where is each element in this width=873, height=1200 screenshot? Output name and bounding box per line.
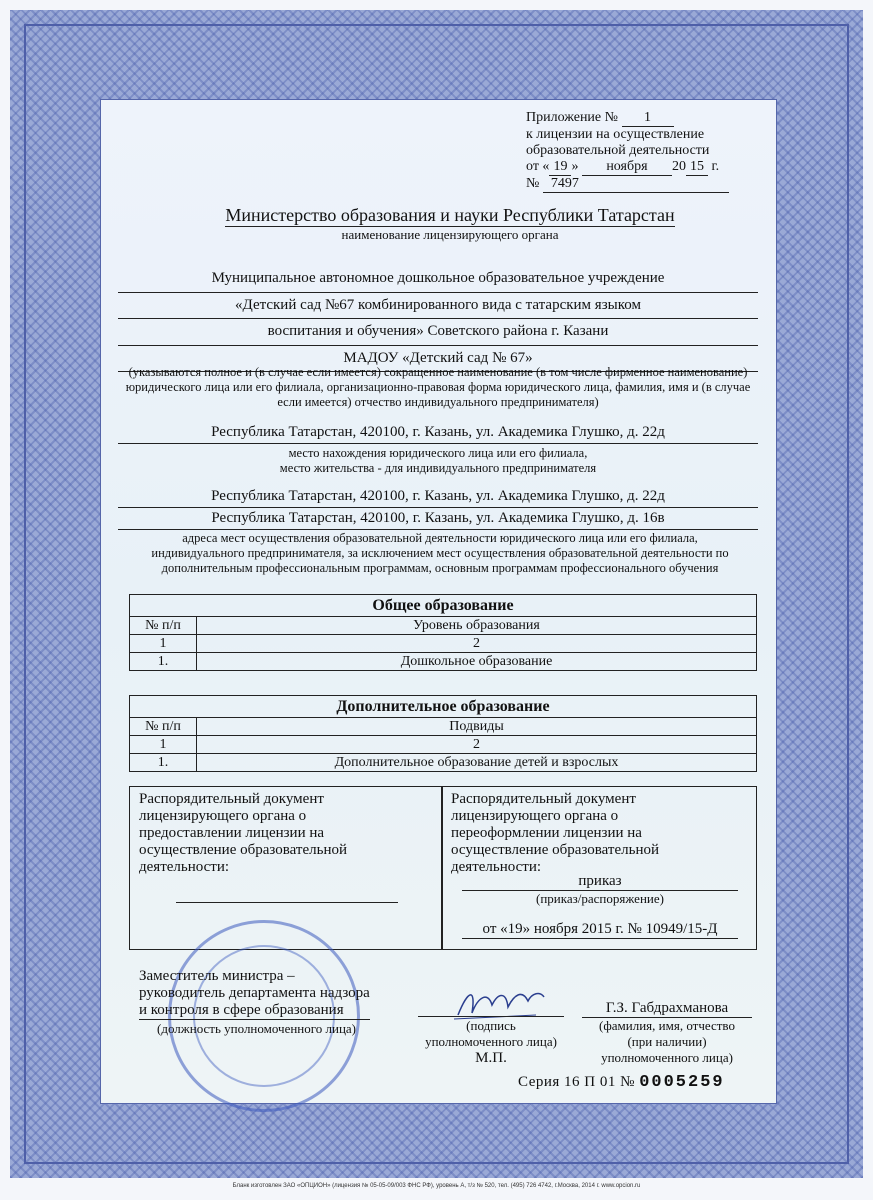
location-caption1: место нахождения юридического лица или его филиала, (288, 446, 588, 460)
col-number-header: № п/п (130, 617, 197, 635)
order-type: приказ (462, 873, 738, 891)
position-line: Заместитель министра – (139, 968, 295, 984)
serial-no-label: № (620, 1074, 635, 1090)
signatory-name-block (582, 1000, 752, 1066)
left-document-text: Распорядительный документ лицензирующего органа о предоставлении лицензии на осуществление образовательной деятельности: (139, 791, 347, 875)
signature-caption1: (подпись (466, 1018, 516, 1033)
name-caption3: уполномоченного лица) (601, 1050, 733, 1065)
position-line: и контроля в сфере образования (139, 1002, 370, 1020)
seal-place: М.П. (475, 1050, 507, 1066)
year-prefix: 20 (671, 159, 686, 174)
authority-block (150, 205, 750, 243)
signature-caption (418, 1018, 564, 1066)
printer-footer: Бланк изготовлен ЗАО «ОПЦИОН» (лицензия № 05-05-09/003 ФНС РФ), уровень А, т/з № 520, тел. (495) 726 4742, г.Москва, 2014 г. www.opcion.ru (232, 1183, 641, 1189)
date-sep: » (571, 159, 579, 174)
year-suffix: 15 (686, 159, 708, 176)
activity-places-caption: адреса мест осуществления образовательной деятельности юридического лица или его филиала, индивидуального предпринимателя, за исключением мест осуществления образовательной деятельности по дополнительным профессиональным программам, основным программам профессионального обучения (151, 531, 729, 575)
name-caption2: (при наличии) (627, 1034, 707, 1049)
authority-caption: наименование лицензирующего органа (341, 227, 559, 242)
date-prefix: от « (526, 159, 550, 174)
serial-label: Серия (518, 1074, 560, 1090)
order-number: от «19» ноября 2015 г. № 10949/15-Д (462, 921, 738, 939)
organization-short-name: МАДОУ «Детский сад № 67» (118, 346, 758, 373)
table-cell: 2 (197, 635, 757, 653)
organization-line: Муниципальное автономное дошкольное образовательное учреждение (118, 266, 758, 293)
organization-line: «Детский сад №67 комбинированного вида с татарским языком (118, 293, 758, 320)
general-education-title: Общее образование (130, 595, 756, 617)
general-education-table (129, 594, 757, 671)
name-caption1: (фамилия, имя, отчество (599, 1018, 735, 1033)
appendix-number: 1 (622, 110, 674, 127)
col-number-header: № п/п (130, 718, 197, 736)
location-block (118, 422, 758, 476)
col-level-header: Уровень образования (197, 617, 757, 635)
appendix-label: Приложение № (526, 110, 618, 125)
location-address: Республика Татарстан, 420100, г. Казань, ул. Академика Глушко, д. 22д (118, 422, 758, 444)
table-cell: Дополнительное образование детей и взрослых (197, 754, 757, 772)
date-month: ноября (582, 159, 672, 176)
license-no-label: № (526, 176, 540, 191)
table-cell: 1 (130, 736, 197, 754)
signature-line (418, 1016, 564, 1017)
col-subtype-header: Подвиды (197, 718, 757, 736)
left-document-blank-line (176, 902, 398, 903)
license-number: 7497 (543, 176, 729, 193)
position-line: руководитель департамента надзора (139, 985, 370, 1001)
appendix-line2: к лицензии на осуществление (526, 127, 705, 142)
location-caption2: место жительства - для индивидуального предпринимателя (279, 461, 597, 475)
organization-line: воспитания и обучения» Советского района г. Казани (118, 319, 758, 346)
table-cell: 1 (130, 635, 197, 653)
additional-education-table (129, 695, 757, 772)
table-cell: 2 (197, 736, 757, 754)
year-end: г. (711, 159, 720, 174)
appendix-line3: образовательной деятельности (526, 143, 710, 158)
activity-address: Республика Татарстан, 420100, г. Казань, ул. Академика Глушко, д. 16в (118, 508, 758, 530)
serial-number: 0005259 (639, 1073, 725, 1092)
authority-name: Министерство образования и науки Республики Татарстан (225, 205, 675, 225)
signatory-position (139, 968, 370, 1037)
table-cell: Дошкольное образование (197, 653, 757, 671)
additional-education-title: Дополнительное образование (130, 696, 756, 718)
right-document-text: Распорядительный документ лицензирующего органа о переоформлении лицензии на осуществление образовательной деятельности: (451, 791, 659, 875)
form-serial (518, 1073, 725, 1092)
position-caption: (должность уполномоченного лица) (157, 1021, 357, 1036)
order-type-caption: (приказ/распоряжение) (536, 891, 664, 906)
organization-block (118, 266, 758, 372)
signature-caption2: уполномоченного лица) (425, 1034, 557, 1049)
serial-series: 16 П 01 (564, 1074, 616, 1090)
table-cell: 1. (130, 754, 197, 772)
right-document-box (441, 786, 757, 950)
organization-caption: (указываются полное и (в случае если имеется) сокращенное наименование (в том числе фирменное наименование) юридического лица или его филиала, организационно-правовая форма юридического лица, фамилия, имя и (в случае если имеется) отчество индивидуального предпринимателя) (125, 365, 751, 409)
activity-places-block (118, 486, 758, 530)
activity-address: Республика Татарстан, 420100, г. Казань, ул. Академика Глушко, д. 22д (118, 486, 758, 508)
appendix-block (526, 110, 729, 193)
signatory-name: Г.З. Габдрахманова (582, 1000, 752, 1018)
date-day: 19 (549, 159, 571, 176)
table-cell: 1. (130, 653, 197, 671)
